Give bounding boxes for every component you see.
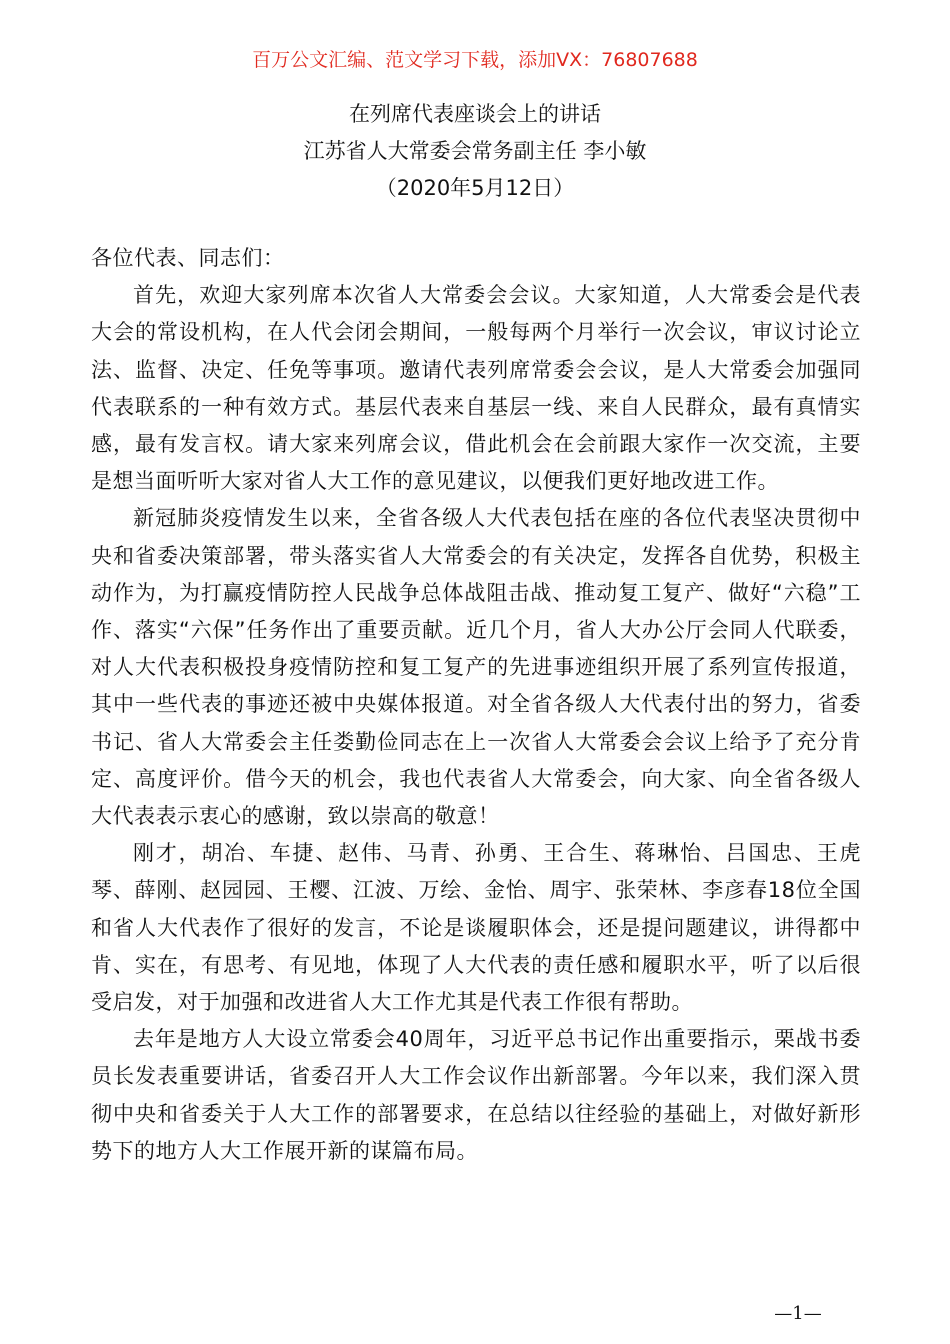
document-body <box>91 240 861 1170</box>
paragraph: 新冠肺炎疫情发生以来，全省各级人大代表包括在座的各位代表坚决贯彻中央和省委决策部署，带头落实省人大常委会的有关决定，发挥各自优势，积极主动作为，为打赢疫情防控人民战争总体战阻击战、推动复工复产、做好“六稳”工作、落实“六保”任务作出了重要贡献。近几个月，省人大办公厅会同人代联委，对人大代表积极投身疫情防控和复工复产的先进事迹组织开展了系列宣传报道，其中一些代表的事迹还被中央媒体报道。对全省各级人大代表付出的努力，省委书记、省人大常委会主任娄勤俭同志在上一次省人大常委会会议上给予了充分肯定、高度评价。借今天的机会，我也代表省人大常委会，向大家、向全省各级人大代表表示衷心的感谢，致以崇高的敬意！ <box>91 506 861 829</box>
document-header <box>0 96 950 207</box>
watermark-banner: 百万公文汇编、范文学习下载，添加VX：76807688 <box>252 49 698 71</box>
document-title: 在列席代表座谈会上的讲话 <box>349 102 601 126</box>
paragraph: 刚才，胡冶、车捷、赵伟、马青、孙勇、王合生、蒋琳怡、吕国忠、王虎琴、薛刚、赵园园、王樱、江波、万绘、金怡、周宇、张荣林、李彦春18位全国和省人大代表作了很好的发言，不论是谈履职体会，还是提问题建议，讲得都中肯、实在，有思考、有见地，体现了人大代表的责任感和履职水平，听了以后很受启发，对于加强和改进省人大工作尤其是代表工作很有帮助。 <box>91 841 861 1015</box>
document-author: 江苏省人大常委会常务副主任 李小敏 <box>303 139 647 163</box>
paragraph: 去年是地方人大设立常委会40周年，习近平总书记作出重要指示，栗战书委员长发表重要讲话，省委召开人大工作会议作出新部署。今年以来，我们深入贯彻中央和省委关于人大工作的部署要求，在总结以往经验的基础上，对做好新形势下的地方人大工作展开新的谋篇布局。 <box>91 1027 861 1163</box>
paragraph: 首先，欢迎大家列席本次省人大常委会会议。大家知道，人大常委会是代表大会的常设机构，在人代会闭会期间，一般每两个月举行一次会议，审议讨论立法、监督、决定、任免等事项。邀请代表列席常委会会议，是人大常委会加强同代表联系的一种有效方式。基层代表来自基层一线、来自人民群众，最有真情实感，最有发言权。请大家来列席会议，借此机会在会前跟大家作一次交流，主要是想当面听听大家对省人大工作的意见建议，以便我们更好地改进工作。 <box>91 283 861 494</box>
document-date: （2020年5月12日） <box>375 176 575 200</box>
salutation: 各位代表、同志们： <box>91 246 285 270</box>
page-number: —1— <box>774 1303 822 1324</box>
